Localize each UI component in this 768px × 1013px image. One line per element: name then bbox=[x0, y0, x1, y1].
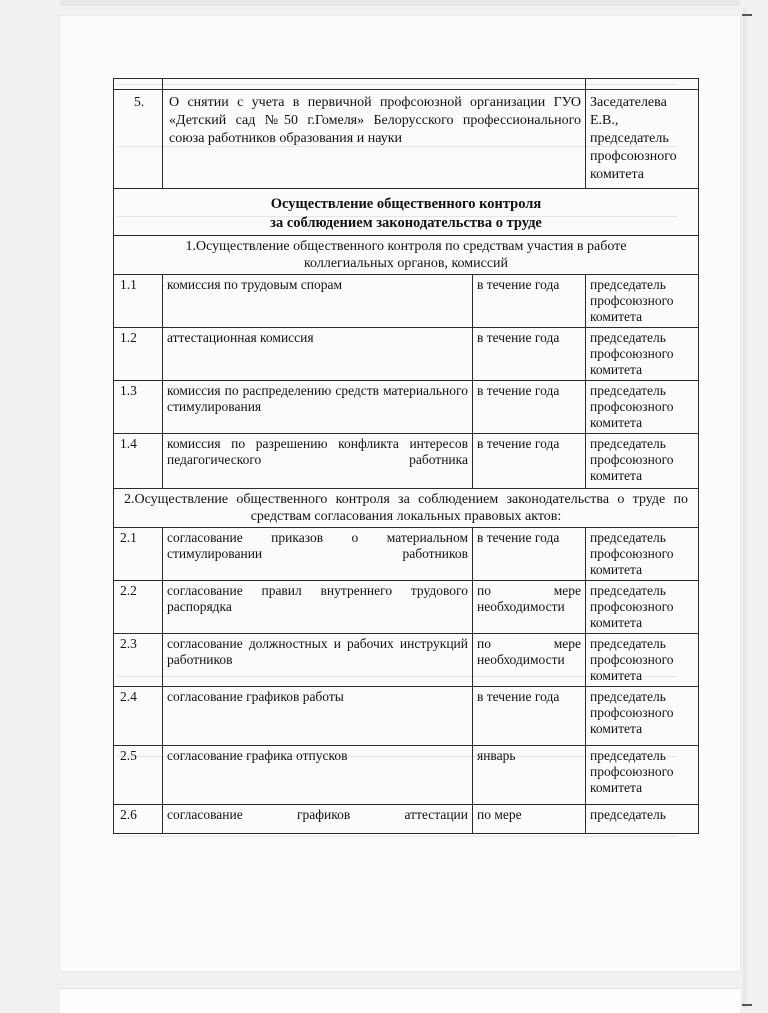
table-row bbox=[114, 746, 699, 805]
row-number: 1.3 bbox=[114, 381, 163, 434]
row-number: 5. bbox=[114, 90, 163, 189]
row-responsible: председатель профсоюзного комитета bbox=[586, 581, 699, 634]
row-timing: январь bbox=[473, 746, 586, 805]
row-responsible: председатель профсоюзного комитета bbox=[586, 381, 699, 434]
row-timing: по мере необходимости bbox=[473, 634, 586, 687]
row-timing: в течение года bbox=[473, 687, 586, 746]
table-row bbox=[114, 634, 699, 687]
section-heading-row bbox=[114, 189, 699, 236]
row-responsible: председатель профсоюзного комитета bbox=[586, 275, 699, 328]
next-page-edge bbox=[60, 988, 740, 1013]
row-number: 2.5 bbox=[114, 746, 163, 805]
row-number: 2.6 bbox=[114, 805, 163, 834]
row-text: согласование графика отпусков bbox=[163, 746, 473, 805]
table-row bbox=[114, 434, 699, 489]
row-number: 2.4 bbox=[114, 687, 163, 746]
table-row bbox=[114, 805, 699, 834]
row-responsible: председатель профсоюзного комитета bbox=[586, 328, 699, 381]
row-number: 1.1 bbox=[114, 275, 163, 328]
row-timing: в течение года bbox=[473, 275, 586, 328]
row-timing: в течение года bbox=[473, 434, 586, 489]
table-row bbox=[114, 275, 699, 328]
row-responsible: председатель профсоюзного комитета bbox=[586, 687, 699, 746]
subsection-1-heading: 1.Осуществление общественного контроля по средствам участия в работе коллегиальных органов, комиссий bbox=[114, 236, 699, 275]
subsection-row bbox=[114, 236, 699, 275]
row-text: согласование должностных и рабочих инструкций работников bbox=[163, 634, 473, 687]
table-row bbox=[114, 528, 699, 581]
table-row bbox=[114, 328, 699, 381]
row-responsible: председатель профсоюзного комитета bbox=[586, 634, 699, 687]
subsection-row bbox=[114, 489, 699, 528]
table-row bbox=[114, 581, 699, 634]
row-text: согласование приказов о материальном стимулировании работников bbox=[163, 528, 473, 581]
row-text: согласование графиков работы bbox=[163, 687, 473, 746]
row-timing: в течение года bbox=[473, 328, 586, 381]
section-title-line-1: Осуществление общественного контроля bbox=[270, 196, 542, 212]
subsection-2-heading: 2.Осуществление общественного контроля за соблюдением законодательства о труде по средствам согласования локальных правовых актов: bbox=[114, 489, 699, 528]
row-timing: в течение года bbox=[473, 528, 586, 581]
row-responsible: председатель профсоюзного комитета bbox=[586, 746, 699, 805]
scan-edge bbox=[743, 8, 751, 1008]
table-row bbox=[114, 90, 699, 189]
row-text: комиссия по трудовым спорам bbox=[163, 275, 473, 328]
table-row bbox=[114, 381, 699, 434]
row-responsible: председатель профсоюзного комитета bbox=[586, 434, 699, 489]
row-number: 2.3 bbox=[114, 634, 163, 687]
table-row-partial bbox=[114, 79, 699, 90]
row-number: 1.4 bbox=[114, 434, 163, 489]
row-timing: в течение года bbox=[473, 381, 586, 434]
scan-mark-top bbox=[742, 14, 752, 16]
row-text: комиссия по распределению средств материального стимулирования bbox=[163, 381, 473, 434]
row-number: 1.2 bbox=[114, 328, 163, 381]
row-responsible: председатель профсоюзного комитета bbox=[586, 528, 699, 581]
row-number: 2.1 bbox=[114, 528, 163, 581]
scan-mark-bottom bbox=[742, 1004, 752, 1006]
row-responsible: Заседателева Е.В., председатель профсоюзного комитета bbox=[586, 90, 699, 189]
row-timing: по мере bbox=[473, 805, 586, 834]
row-text: О снятии с учета в первичной профсоюзной организации ГУО «Детский сад №50 г.Гомеля» Белорусского профессионального союза работников образования и науки bbox=[163, 90, 586, 189]
section-title bbox=[114, 189, 699, 236]
row-timing: по мере необходимости bbox=[473, 581, 586, 634]
table-row bbox=[114, 687, 699, 746]
row-number: 2.2 bbox=[114, 581, 163, 634]
row-text: согласование графиков аттестации bbox=[163, 805, 473, 834]
row-text: согласование правил внутреннего трудового распорядка bbox=[163, 581, 473, 634]
row-responsible: председатель bbox=[586, 805, 699, 834]
section-title-line-2: за соблюдением законодательства о труде bbox=[270, 215, 542, 231]
row-text: аттестационная комиссия bbox=[163, 328, 473, 381]
previous-page-edge bbox=[60, 0, 740, 6]
row-text: комиссия по разрешению конфликта интересов педагогического работника bbox=[163, 434, 473, 489]
plan-table bbox=[113, 78, 699, 834]
